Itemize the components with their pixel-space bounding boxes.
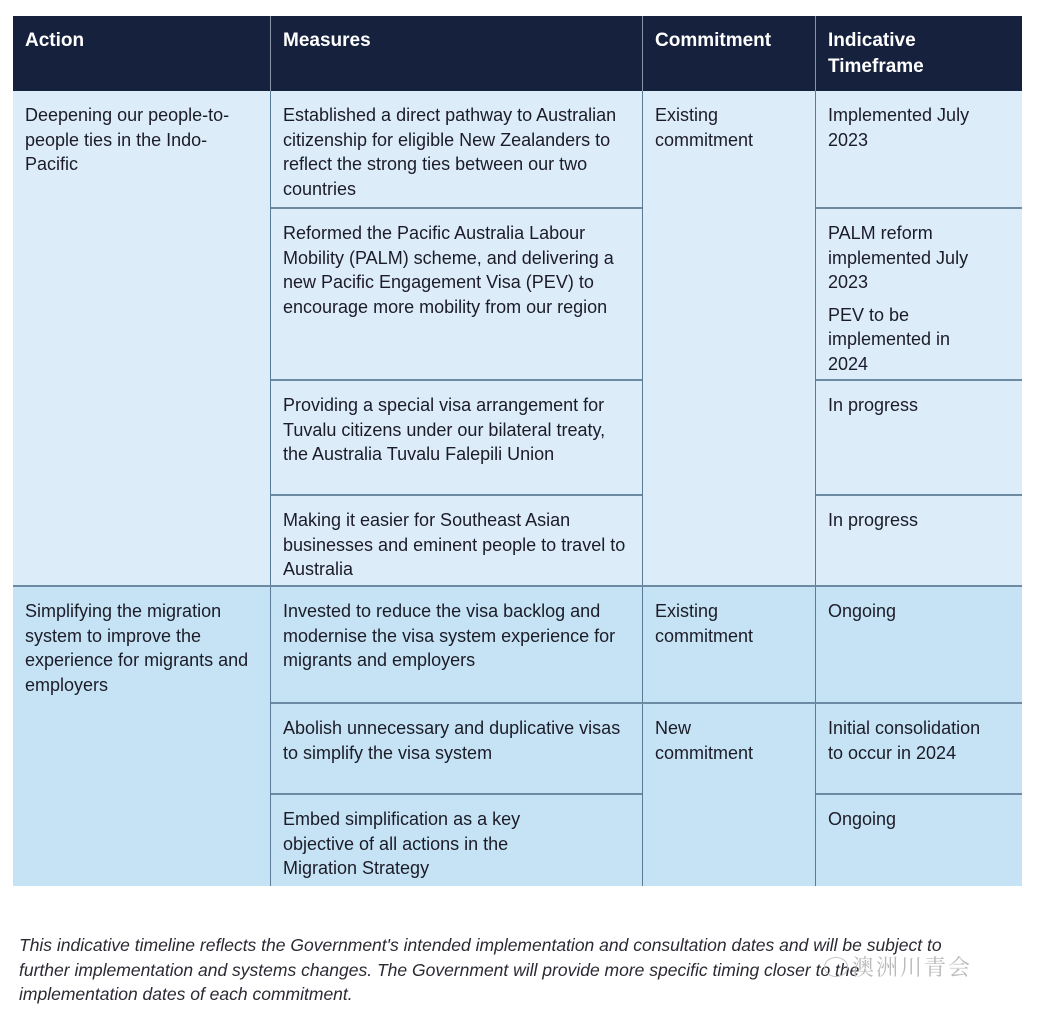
timeframe-cell [816,496,1022,541]
timeframe-text: PALM reform implemented July 2023 [828,223,969,292]
measure-cell: Reformed the Pacific Australia Labour Mobility (PALM) scheme, and delivering a new Pacific Engagement Visa (PEV) to encourage more mobility from our region [283,223,614,317]
commitment-cell: Existing commitment [655,105,754,150]
measure-cell: Providing a special visa arrangement for Tuvalu citizens under our bilateral treaty, the Australia Tuvalu Falepili Union [283,395,606,464]
measure-cell: Embed simplification as a key objective of all actions in the Migration Strategy [283,809,521,878]
timeframe-cell [816,795,1022,840]
measure-cell: Established a direct pathway to Australian citizenship for eligible New Zealanders to reflect the strong ties between our two countries [283,105,617,199]
timeframe-cell [816,91,1022,160]
timeframe-cell [816,587,1022,632]
footnote: This indicative timeline reflects the Government's intended implementation and consultation dates and will be subject to further implementation and systems changes. The Government will provide more specific timing closer to the implementation dates of each commitment. [19,935,942,1004]
commitment-cell: Existing commitment [655,601,754,646]
header-measures: Measures [283,30,371,51]
action-cell: Simplifying the migration system to improve the experience for migrants and employers [25,601,249,695]
wechat-icon [824,957,848,977]
timeframe-cell [816,209,1022,384]
timeframe-cell [816,704,1022,773]
timeframe-cell [816,381,1022,426]
measure-cell: Making it easier for Southeast Asian businesses and eminent people to travel to Australia [283,510,626,579]
measure-cell: Invested to reduce the visa backlog and modernise the visa system experience for migrants and employers [283,601,616,670]
table-header [13,16,1022,91]
timeframe-text: Initial consolidation to occur in 2024 [828,718,981,763]
measure-cell: Abolish unnecessary and duplicative visas to simplify the visa system [283,718,621,763]
watermark [824,951,972,982]
timeframe-text: Ongoing [828,601,897,621]
timeframe-text: Implemented July 2023 [828,105,970,150]
timeframe-text: In progress [828,510,919,530]
header-commitment: Commitment [655,30,772,51]
action-cell: Deepening our people-to-people ties in the Indo-Pacific [25,105,230,174]
timeframe-text: In progress [828,395,919,415]
timeframe-text: Ongoing [828,809,897,829]
timeframe-text: PEV to be implemented in 2024 [828,304,951,374]
commitment-cell: New commitment [655,718,754,763]
header-timeframe: Indicative Timeframe [828,30,924,77]
header-action: Action [25,30,85,51]
watermark-text: 澳洲川青会 [852,955,973,980]
